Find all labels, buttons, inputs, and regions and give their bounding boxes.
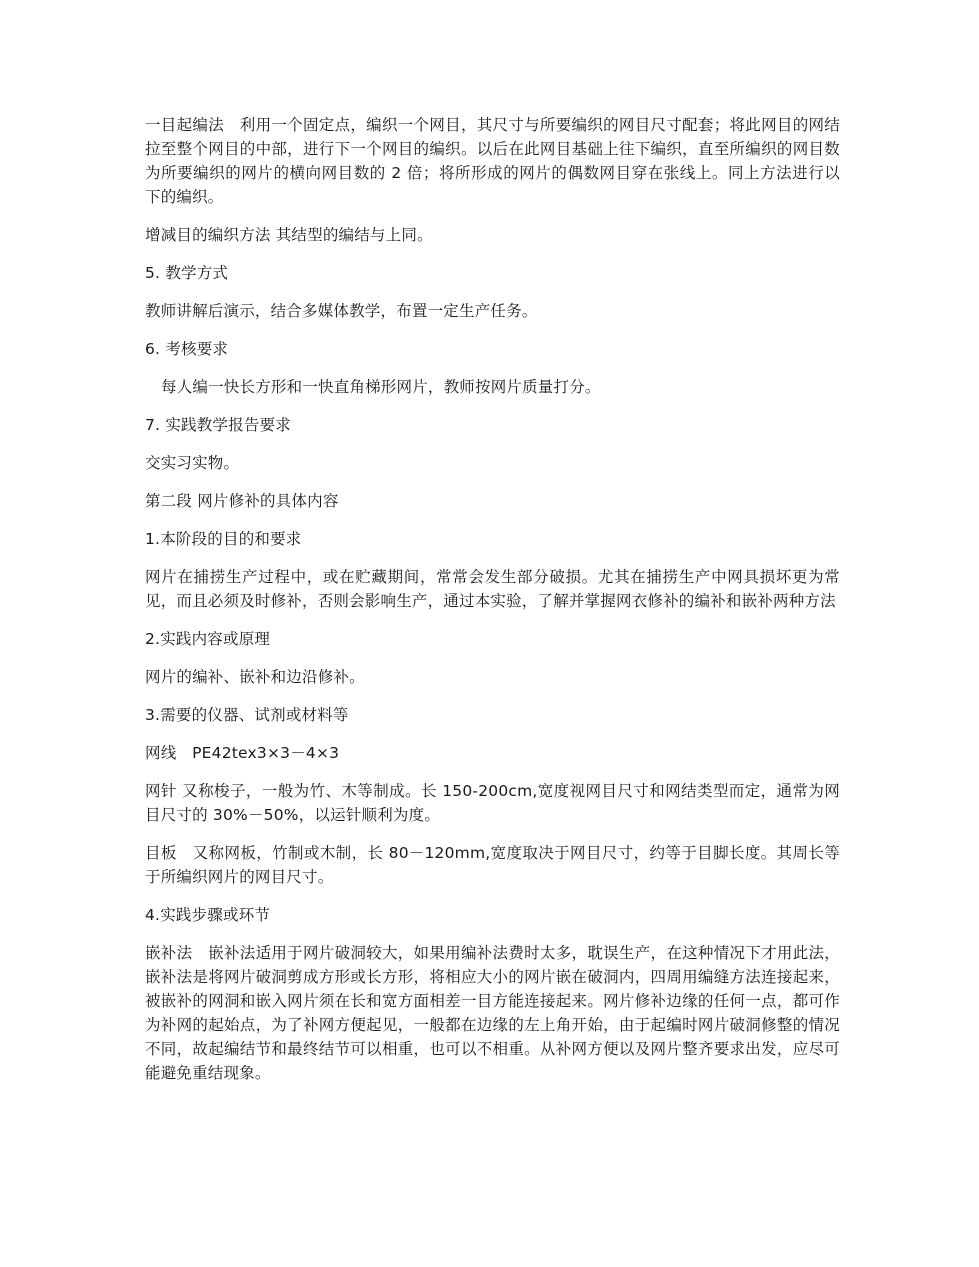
paragraph-mesh-gauge: 目板 又称网板，竹制或木制，长 80－120mm,宽度取决于网目尺寸，约等于目脚长度。其周长等于所编织网片的网目尺寸。 (145, 844, 840, 886)
heading-practice-content: 2.实践内容或原理 (145, 630, 271, 648)
paragraph-net-twine: 网线 PE42tex3×3－4×3 (145, 744, 340, 762)
paragraph-report-requirements: 交实习实物。 (145, 454, 240, 472)
heading-report-requirements: 7. 实践教学报告要求 (145, 416, 291, 434)
heading-materials: 3.需要的仪器、试剂或材料等 (145, 706, 349, 724)
paragraph-assessment: 每人编一快长方形和一快直角梯形网片，教师按网片质量打分。 (161, 378, 601, 396)
heading-teaching-method: 5. 教学方式 (145, 264, 229, 282)
paragraph-patching-method: 嵌补法 嵌补法适用于网片破洞较大，如果用编补法费时太多，耽误生产，在这种情况下才用此法，嵌补法是将网片破洞剪成方形或长方形，将相应大小的网片嵌在破洞内，四周用编缝方法连接起来，被嵌补的网洞和嵌入网片须在长和宽方面相差一目方能连接起来。网片修补边缘的任何一点，都可作为补网的起始点，为了补网方便起见，一般都在边缘的左上角开始，由于起编时网片破洞修整的情况不同，故起编结节和最终结节可以相重，也可以不相重。从补网方便以及网片整齐要求出发，应尽可能避免重结现象。 (145, 944, 840, 1082)
heading-assessment: 6. 考核要求 (145, 340, 229, 358)
document-page (145, 113, 840, 1099)
paragraph-teaching-method: 教师讲解后演示，结合多媒体教学，布置一定生产任务。 (145, 302, 538, 320)
paragraph-stage-purpose: 网片在捕捞生产过程中，或在贮藏期间，常常会发生部分破损。尤其在捕捞生产中网具损坏更为常见，而且必须及时修补，否则会影响生产，通过本实验，了解并掌握网衣修补的编补和嵌补两种方法 (145, 568, 840, 610)
paragraph-practice-content: 网片的编补、嵌补和边沿修补。 (145, 668, 365, 686)
paragraph-netting-needle: 网针 又称梭子，一般为竹、木等制成。长 150-200cm,宽度视网目尺寸和网结类型而定，通常为网目尺寸的 30%－50%，以运针顺利为度。 (145, 782, 840, 824)
heading-stage-purpose: 1.本阶段的目的和要求 (145, 530, 302, 548)
paragraph-increase-decrease-mesh: 增减目的编织方法 其结型的编结与上同。 (145, 226, 433, 244)
paragraph-one-mesh-start-method: 一目起编法 利用一个固定点，编织一个网目，其尺寸与所要编织的网目尺寸配套；将此网目的网结拉至整个网目的中部，进行下一个网目的编织。以后在此网目基础上往下编织，直至所编织的网目数为所要编织的网片的横向网目数的 2 倍；将所形成的网片的偶数网目穿在张线上。同上方法进行以下的编织。 (145, 116, 840, 206)
heading-practice-steps: 4.实践步骤或环节 (145, 906, 271, 924)
section-title-net-repair: 第二段 网片修补的具体内容 (145, 492, 339, 510)
